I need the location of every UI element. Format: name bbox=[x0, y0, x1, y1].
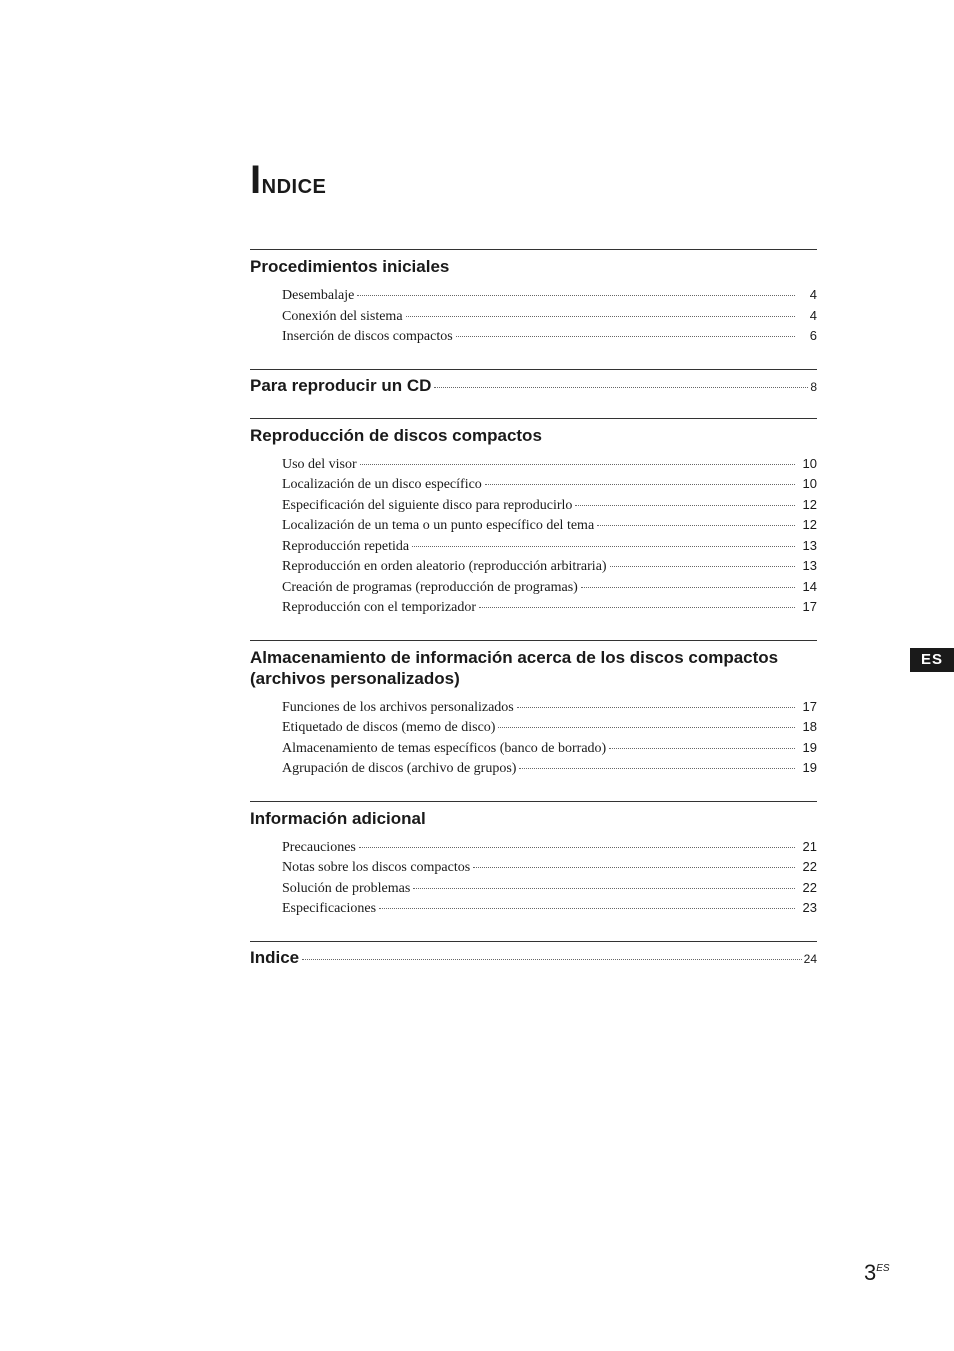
entry-label: Solución de problemas bbox=[282, 880, 411, 896]
entry-page: 6 bbox=[809, 328, 817, 343]
toc-section-reproduccion bbox=[250, 418, 817, 618]
entry-page: 19 bbox=[802, 739, 817, 755]
entry-page: 22 bbox=[802, 879, 817, 895]
toc-entry[interactable] bbox=[282, 597, 817, 618]
dot-leader bbox=[473, 867, 795, 868]
table-of-contents bbox=[250, 249, 817, 992]
entry-page: 18 bbox=[802, 719, 817, 734]
toc-entry[interactable] bbox=[282, 837, 817, 858]
dot-leader bbox=[485, 484, 795, 485]
entry-label: Agrupación de discos (archivo de grupos) bbox=[282, 761, 517, 776]
entry-page: 12 bbox=[802, 496, 817, 512]
toc-entry[interactable] bbox=[282, 515, 817, 536]
dot-leader bbox=[575, 505, 795, 506]
entry-page: 13 bbox=[802, 537, 817, 553]
entry-page: 19 bbox=[802, 760, 817, 775]
dot-leader bbox=[479, 607, 795, 608]
section-heading bbox=[250, 647, 817, 689]
entry-page: 21 bbox=[802, 838, 817, 854]
entry-list bbox=[250, 837, 817, 919]
entry-label: Inserción de discos compactos bbox=[282, 329, 453, 344]
entry-label: Etiquetado de discos (memo de disco) bbox=[282, 720, 496, 735]
dot-leader bbox=[412, 546, 795, 547]
entry-label: Conexión del sistema bbox=[282, 308, 403, 324]
toc-entry[interactable] bbox=[282, 717, 817, 738]
entry-page: 17 bbox=[802, 599, 817, 614]
entry-label: Especificación del siguiente disco para reproducirlo bbox=[282, 497, 573, 513]
entry-list bbox=[250, 454, 817, 618]
entry-page: 24 bbox=[803, 951, 817, 966]
dot-leader bbox=[360, 464, 795, 465]
dot-leader bbox=[597, 525, 795, 526]
entry-label: Especificaciones bbox=[282, 901, 377, 916]
entry-page: 12 bbox=[802, 517, 817, 532]
dot-leader bbox=[406, 316, 795, 317]
toc-section-almacenamiento bbox=[250, 640, 817, 779]
entry-page: 13 bbox=[802, 558, 817, 573]
toc-entry[interactable] bbox=[282, 697, 817, 718]
toc-entry[interactable] bbox=[282, 857, 817, 878]
dot-leader bbox=[519, 768, 795, 769]
language-tab: ES bbox=[910, 648, 954, 672]
toc-entry[interactable] bbox=[282, 306, 817, 327]
toc-section-indice bbox=[250, 941, 817, 970]
entry-label: Uso del visor bbox=[282, 456, 357, 472]
toc-entry[interactable] bbox=[282, 495, 817, 516]
dot-leader bbox=[456, 336, 795, 337]
entry-label: Reproducción con el temporizador bbox=[282, 600, 476, 615]
entry-page: 10 bbox=[802, 455, 817, 471]
page-title bbox=[250, 160, 326, 200]
page-number-suffix: ES bbox=[876, 1263, 890, 1274]
entry-label: Notas sobre los discos compactos bbox=[282, 860, 471, 875]
entry-label: Reproducción repetida bbox=[282, 538, 410, 554]
toc-entry[interactable] bbox=[282, 326, 817, 347]
entry-label: Almacenamiento de temas específicos (banco de borrado) bbox=[282, 740, 607, 756]
section-heading-line1: Almacenamiento de información acerca de los discos compactos bbox=[250, 647, 779, 667]
entry-label: Localización de un disco específico bbox=[282, 477, 482, 492]
toc-entry[interactable] bbox=[282, 758, 817, 779]
section-heading: Información adicional bbox=[250, 808, 426, 828]
entry-page: 14 bbox=[802, 578, 817, 594]
dot-leader bbox=[434, 387, 808, 388]
page-title-initial: I bbox=[250, 158, 262, 202]
entry-label: Desembalaje bbox=[282, 288, 355, 303]
entry-page: 4 bbox=[809, 307, 817, 323]
toc-section-para-reproducir bbox=[250, 369, 817, 398]
section-heading: Procedimientos iniciales bbox=[250, 257, 450, 276]
dot-leader bbox=[359, 847, 795, 848]
entry-page: 4 bbox=[809, 287, 817, 302]
section-heading: Indice bbox=[250, 947, 300, 967]
entry-list bbox=[250, 285, 817, 347]
dot-leader bbox=[498, 727, 795, 728]
toc-entry[interactable] bbox=[282, 577, 817, 598]
dot-leader bbox=[302, 959, 802, 960]
dot-leader bbox=[610, 566, 795, 567]
page-number bbox=[864, 1262, 890, 1284]
dot-leader bbox=[379, 908, 795, 909]
page-title-rest: ndice bbox=[261, 168, 327, 199]
toc-entry[interactable] bbox=[250, 375, 817, 398]
entry-label: Localización de un tema o un punto específico del tema bbox=[282, 518, 595, 533]
toc-entry[interactable] bbox=[282, 285, 817, 306]
page-number-value: 3 bbox=[864, 1260, 877, 1285]
entry-page: 23 bbox=[802, 900, 817, 915]
toc-entry[interactable] bbox=[282, 878, 817, 899]
entry-page: 17 bbox=[802, 698, 817, 714]
toc-entry[interactable] bbox=[282, 536, 817, 557]
entry-list bbox=[250, 697, 817, 779]
toc-section-informacion bbox=[250, 801, 817, 919]
dot-leader bbox=[609, 748, 795, 749]
entry-label: Creación de programas (reproducción de programas) bbox=[282, 579, 578, 595]
toc-entry[interactable] bbox=[282, 738, 817, 759]
section-heading-line2: (archivos personalizados) bbox=[250, 668, 460, 688]
dot-leader bbox=[581, 587, 795, 588]
entry-page: 22 bbox=[802, 859, 817, 874]
entry-page: 8 bbox=[810, 379, 817, 394]
entry-label: Funciones de los archivos personalizados bbox=[282, 699, 514, 715]
toc-entry[interactable] bbox=[282, 556, 817, 577]
section-heading: Reproducción de discos compactos bbox=[250, 425, 542, 445]
toc-section-procedimientos bbox=[250, 249, 817, 347]
entry-page: 10 bbox=[802, 476, 817, 491]
toc-entry[interactable] bbox=[250, 947, 817, 970]
toc-entry[interactable] bbox=[282, 474, 817, 495]
dot-leader bbox=[413, 888, 795, 889]
entry-label: Reproducción en orden aleatorio (reproducción arbitraria) bbox=[282, 559, 607, 574]
toc-entry[interactable] bbox=[282, 454, 817, 475]
dot-leader bbox=[517, 707, 795, 708]
dot-leader bbox=[357, 295, 795, 296]
toc-entry[interactable] bbox=[282, 898, 817, 919]
entry-label: Precauciones bbox=[282, 839, 356, 855]
section-heading: Para reproducir un CD bbox=[250, 375, 432, 395]
